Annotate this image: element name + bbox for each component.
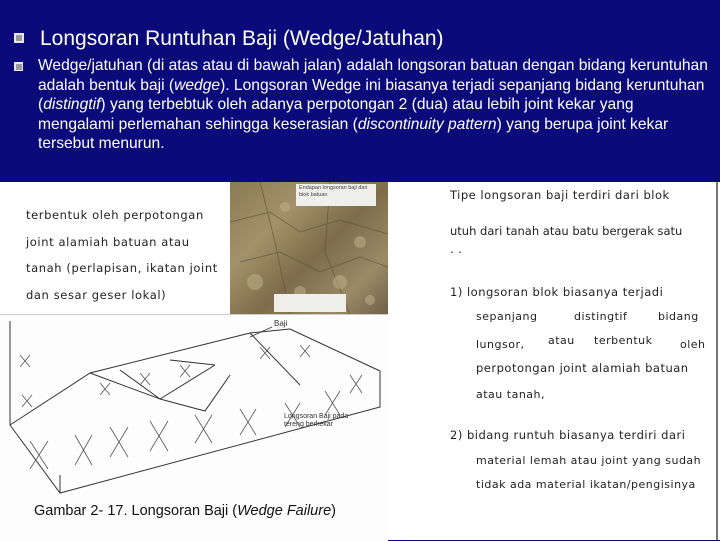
- left-note-line: dan sesar geser lokal): [26, 288, 167, 302]
- right-note-line: 2) bidang runtuh biasanya terdiri dari: [450, 428, 686, 442]
- photo-tag: Endapan longsoran baji dari blok batuan: [296, 184, 376, 206]
- right-note-line: utuh dari tanah atau batu bergerak satu: [450, 224, 683, 238]
- right-note-line: 1) longsoran blok biasanya terjadi: [450, 285, 664, 299]
- left-note-line: joint alamiah batuan atau: [26, 235, 190, 249]
- right-note-line: atau: [548, 334, 575, 347]
- right-note-line: lungsor,: [476, 338, 525, 351]
- slide-title: Longsoran Runtuhan Baji (Wedge/Jatuhan): [40, 27, 444, 50]
- paragraph-italic-run: discontinuity pattern: [357, 115, 497, 133]
- right-note-line: Tipe longsoran baji terdiri dari blok: [450, 188, 670, 202]
- right-note-line: material lemah atau joint yang sudah: [476, 454, 702, 467]
- label-longsoran: Longsoran Baji pada tereng berkekar: [284, 413, 349, 428]
- right-note-line: tidak ada material ikatan/pengisinya: [476, 478, 696, 491]
- paragraph-run: Wedge/jatuhan (di atas atau di bawah jalan) adalah longsoran batuan dengan bidang keruntuhan adalah bentuk baji (: [38, 57, 708, 94]
- right-note-line: sepanjang: [476, 310, 538, 323]
- right-note-line: oleh: [680, 338, 706, 351]
- bullet-icon: [14, 33, 24, 43]
- paragraph-run: ) yang terbebtuk oleh adanya perpotongan 2 (dua) atau lebih joint kekar yang mengalami perlemahan sehingga keserasian (: [38, 96, 634, 133]
- bullet-icon: [14, 62, 23, 71]
- left-note-line: terbentuk oleh perpotongan: [26, 208, 204, 222]
- slide-paragraph: [38, 56, 714, 154]
- right-note-line: terbentuk: [594, 334, 653, 347]
- wedge-sketch: [0, 314, 388, 541]
- paragraph-run: ) yang berupa joint kekar tersebut menurun.: [38, 115, 669, 153]
- photo-tag-bottom: [274, 294, 346, 312]
- right-notes-panel: [388, 182, 720, 540]
- left-notes-panel: [0, 182, 230, 314]
- right-note-line: atau tanah,: [476, 388, 545, 401]
- paragraph-italic-run: wedge: [174, 76, 221, 94]
- right-note-line: perpotongan joint alamiah batuan: [476, 361, 689, 375]
- right-note-line: distingtif: [574, 310, 628, 323]
- left-note-line: tanah (perlapisan, ikatan joint: [26, 261, 218, 275]
- label-baji: Baji: [274, 319, 288, 328]
- landslide-photo: [230, 182, 388, 314]
- paragraph-italic-run: distingtif: [43, 96, 101, 114]
- wedge-diagram: [0, 315, 388, 505]
- paragraph-run: ). Longsoran Wedge ini biasanya terjadi sepanjang bidang keruntuhan (: [38, 76, 705, 114]
- figure-caption: Gambar 2- 17. Longsoran Baji (Wedge Failure): [34, 503, 336, 519]
- right-note-line: bidang: [658, 310, 699, 323]
- panel-border: [716, 182, 718, 540]
- right-note-line: . .: [450, 242, 463, 256]
